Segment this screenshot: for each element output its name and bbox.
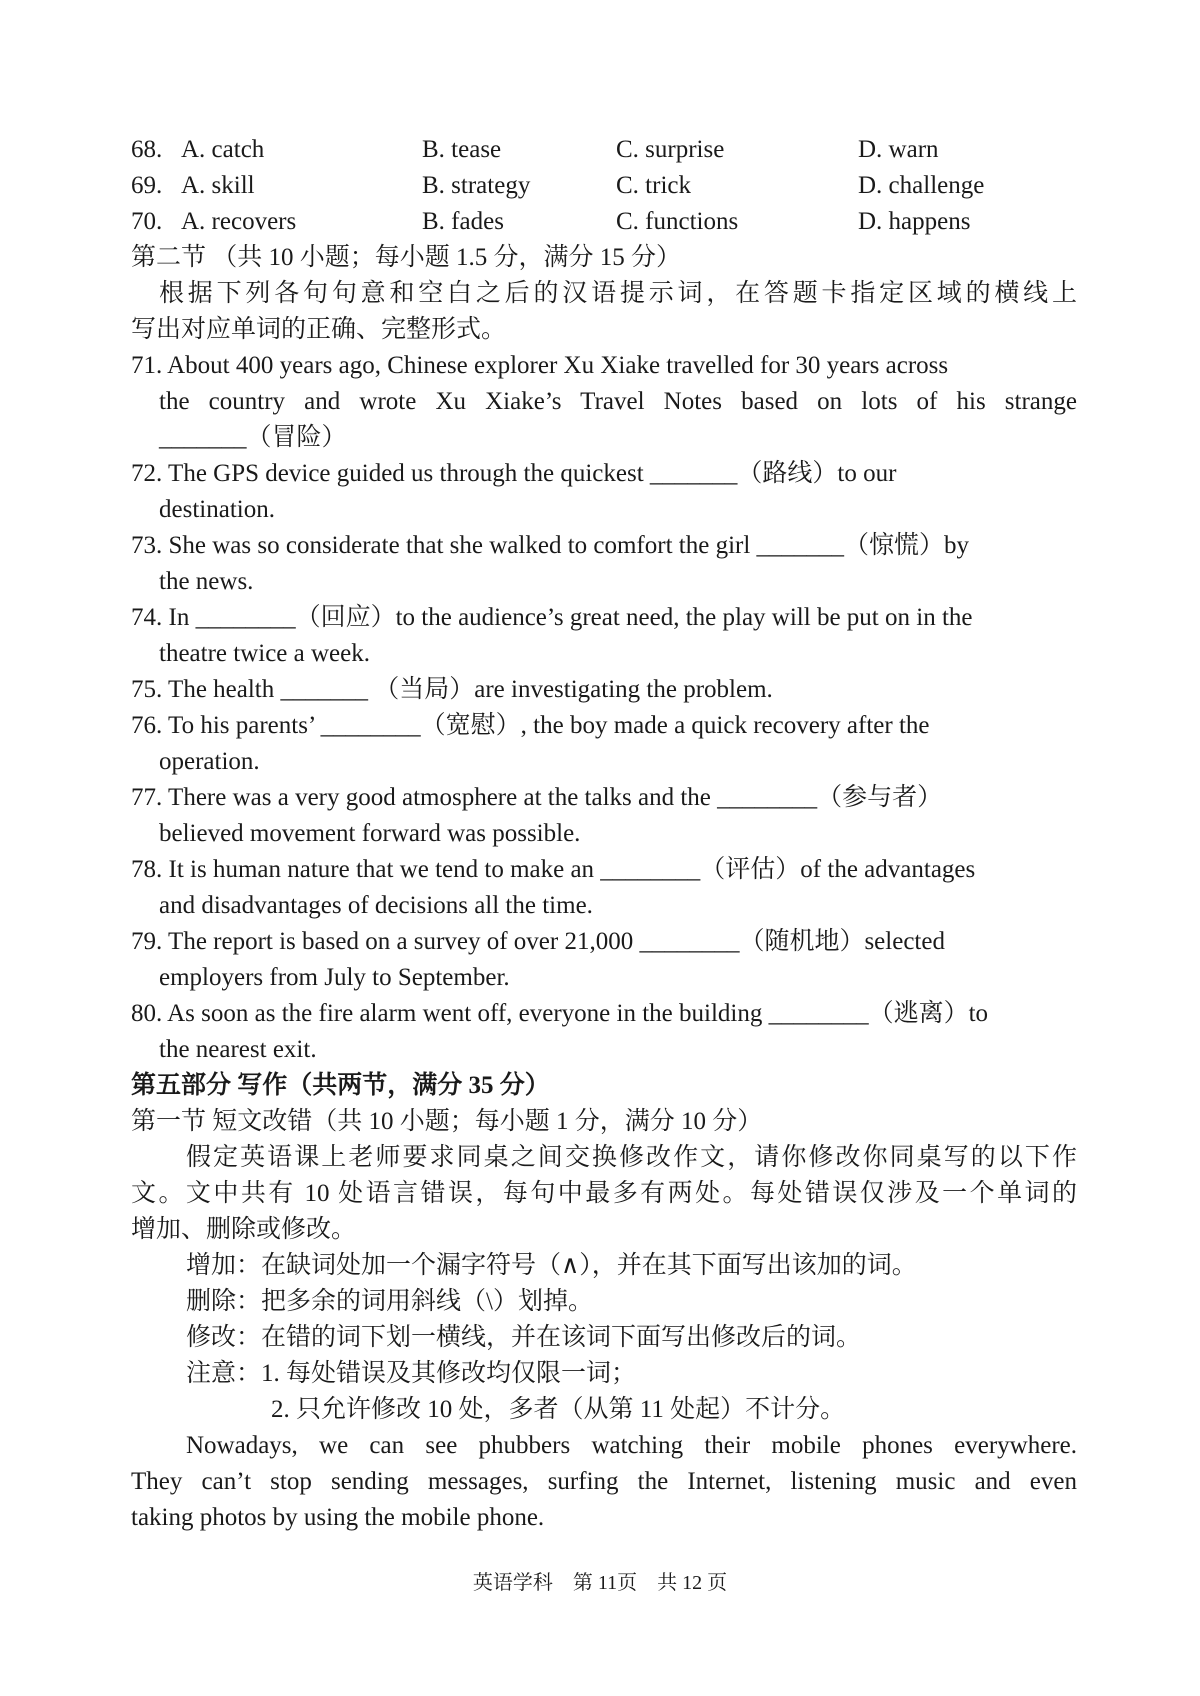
question-80 [131,996,1077,1068]
question-line: employers from July to September. [159,964,510,991]
question-line: 74. In ________（回应）to the audience’s great need, the play will be put on in the [131,604,973,631]
option-c: C. surprise [616,136,725,163]
option-c: C. trick [616,172,691,199]
question-line: believed movement forward was possible. [159,820,581,847]
option-d: D. happens [858,208,971,235]
passage-line: Nowadays, we can see phubbers watching their mobile phones everywhere. [186,1432,1077,1459]
option-b: B. tease [422,136,502,163]
rule-delete: 删除：把多余的词用斜线（\）划掉。 [186,1288,593,1315]
question-line: 71. About 400 years ago, Chinese explorer Xu Xiake travelled for 30 years across [131,352,949,379]
question-71 [131,348,1077,456]
option-row-69 [131,168,1077,204]
question-78 [131,852,1077,924]
option-row-68 [131,132,1077,168]
question-number: 68. [131,136,163,163]
section2-instruction-line: 写出对应单词的正确、完整形式。 [131,316,507,343]
question-number: 70. [131,208,163,235]
option-b: B. fades [422,208,504,235]
question-72 [131,456,1077,528]
question-number: 69. [131,172,163,199]
question-line: 80. As soon as the fire alarm went off, everyone in the building ________（逃离）to [131,1000,989,1027]
question-line: 78. It is human nature that we tend to make an ________（评估）of the advantages [131,856,976,883]
question-76 [131,708,1077,780]
section2-instruction-line: 根据下列各句句意和空白之后的汉语提示词，在答题卡指定区域的横线上 [159,280,1077,307]
question-line: 73. She was so considerate that she walked to comfort the girl _______（惊慌）by [131,532,970,559]
question-line: _______（冒险） [159,424,347,451]
question-line: 72. The GPS device guided us through the quickest _______（路线）to our [131,460,897,487]
part5-instruction-line: 假定英语课上老师要求同桌之间交换修改作文，请你修改你同桌写的以下作 [186,1144,1077,1171]
question-74 [131,600,1077,672]
option-a: A. skill [181,172,255,199]
question-line: theatre twice a week. [159,640,370,667]
rule-add: 增加：在缺词处加一个漏字符号（∧），并在其下面写出该加的词。 [186,1252,917,1279]
rule-modify: 修改：在错的词下划一横线，并在该词下面写出修改后的词。 [186,1324,862,1351]
option-d: D. challenge [858,172,985,199]
option-a: A. catch [181,136,265,163]
rule-note: 注意：1. 每处错误及其修改均仅限一词； [186,1360,637,1387]
option-b: B. strategy [422,172,531,199]
part5-section1-header: 第一节 短文改错（共 10 小题；每小题 1 分，满分 10 分） [131,1108,763,1135]
section2-header: 第二节 （共 10 小题；每小题 1.5 分，满分 15 分） [131,244,682,271]
question-75 [131,672,1077,708]
question-73 [131,528,1077,600]
options-block [131,132,1077,240]
passage-line: They can’t stop sending messages, surfing the Internet, listening music and even [131,1468,1077,1495]
question-line: 76. To his parents’ ________（宽慰）, the boy made a quick recovery after the [131,712,930,739]
rule-note-2: 2. 只允许修改 10 处，多者（从第 11 处起）不计分。 [271,1396,846,1423]
passage-line: taking photos by using the mobile phone. [131,1504,545,1531]
page-footer: 英语学科 第 11页 共 12 页 [472,1572,728,1594]
option-row-70 [131,204,1077,240]
question-line: destination. [159,496,275,523]
question-79 [131,924,1077,996]
question-77 [131,780,1077,852]
question-line: the news. [159,568,254,595]
option-d: D. warn [858,136,939,163]
part5-header: 第五部分 写作（共两节，满分 35 分） [131,1072,550,1099]
question-line: 75. The health _______ （当局）are investigating the problem. [131,676,773,703]
part5-instruction-line: 文。文中共有 10 处语言错误，每句中最多有两处。每处错误仅涉及一个单词的 [131,1180,1077,1207]
question-line: and disadvantages of decisions all the time. [159,892,593,919]
option-a: A. recovers [181,208,297,235]
option-c: C. functions [616,208,739,235]
question-line: 79. The report is based on a survey of over 21,000 ________（随机地）selected [131,928,945,955]
question-line: operation. [159,748,260,775]
question-line: 77. There was a very good atmosphere at the talks and the ________（参与者） [131,784,943,811]
exam-page [131,132,1077,1536]
question-line: the nearest exit. [159,1036,317,1063]
part5-instruction-line: 增加、删除或修改。 [131,1216,357,1243]
question-line: the country and wrote Xu Xiake’s Travel Notes based on lots of his strange [159,388,1077,415]
